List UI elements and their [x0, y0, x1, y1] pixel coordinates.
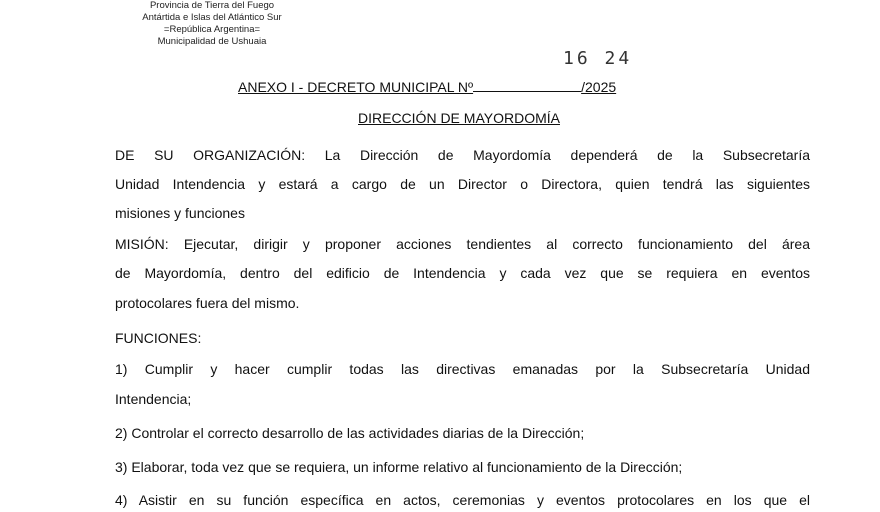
- letterhead: [92, 0, 332, 48]
- annex-title-suffix: /2025: [581, 79, 617, 95]
- annex-title-prefix: ANEXO I - DECRETO MUNICIPAL Nº: [238, 79, 474, 95]
- function-1-line-2: Intendencia;: [115, 391, 192, 407]
- organization-line-3: misiones y funciones: [115, 205, 245, 221]
- handwritten-decree-number: 16 24: [563, 48, 633, 69]
- letterhead-line-republic: =República Argentina=: [163, 24, 261, 35]
- function-3: 3) Elaborar, toda vez que se requiera, un informe relativo al funcionamiento de la Dirección;: [115, 459, 683, 475]
- letterhead-line-municipality: Municipalidad de Ushuaia: [157, 36, 267, 47]
- mission-line-2: de Mayordomía, dentro del edificio de Intendencia y cada vez que se requiera en eventos: [115, 265, 810, 281]
- function-2: 2) Controlar el correcto desarrollo de las actividades diarias de la Dirección;: [115, 425, 585, 441]
- organization-line-1: DE SU ORGANIZACIÓN: La Dirección de Mayordomía dependerá de la Subsecretaría: [115, 147, 810, 163]
- mission-line-1: MISIÓN: Ejecutar, dirigir y proponer acciones tendientes al correcto funcionamiento del área: [115, 236, 810, 252]
- functions-heading: FUNCIONES:: [115, 330, 202, 346]
- letterhead-line-antarctica: Antártida e Islas del Atlántico Sur: [142, 12, 282, 23]
- decree-number-blank-line: [473, 81, 581, 92]
- mission-line-3: protocolares fuera del mismo.: [115, 295, 300, 311]
- annex-title: [238, 79, 688, 95]
- letterhead-line-province: Provincia de Tierra del Fuego: [149, 0, 275, 11]
- function-1-line-1: 1) Cumplir y hacer cumplir todas las directivas emanadas por la Subsecretaría Unidad: [115, 361, 810, 377]
- section-title: DIRECCIÓN DE MAYORDOMÍA: [358, 110, 560, 126]
- function-4-line-1: 4) Asistir en su función específica en actos, ceremonias y eventos protocolares en los que el: [115, 492, 810, 508]
- organization-line-2: Unidad Intendencia y estará a cargo de un Director o Directora, quien tendrá las siguientes: [115, 176, 810, 192]
